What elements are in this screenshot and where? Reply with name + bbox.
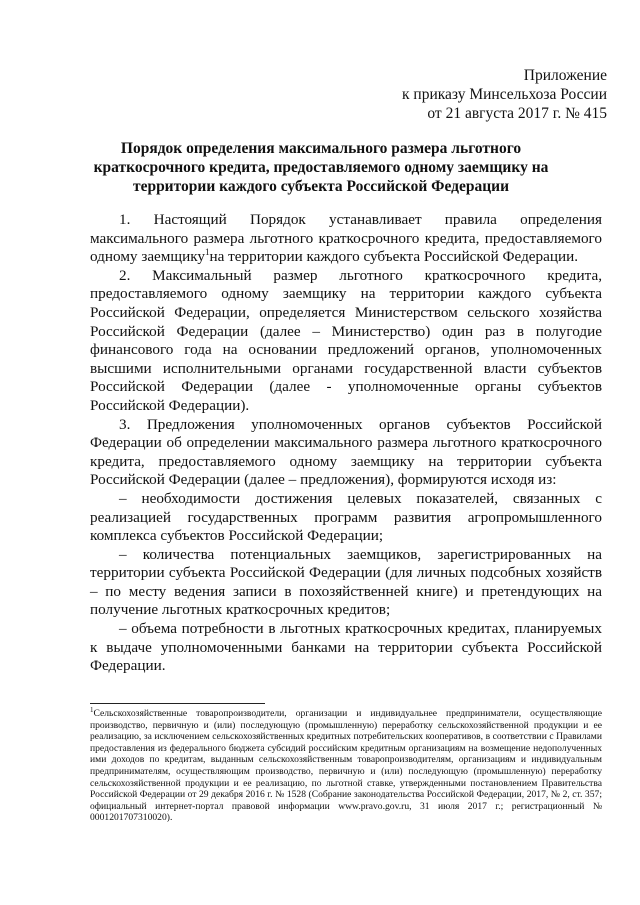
footnote-reference: 1: [205, 247, 210, 258]
paragraph-1: [90, 211, 602, 267]
paragraph-3: 3. Предложения уполномоченных органов субъектов Российской Федерации об определении максимального размера льготного краткосрочного кредита, предоставляемого одному заемщику на территории субъекта Российской Федерации (далее – предложения), формируются исходя из:: [90, 415, 602, 489]
order-date-number: от 21 августа 2017 г. № 415: [427, 105, 607, 122]
list-item-targets: – необходимости достижения целевых показателей, связанных с реализацией государственных программ развития агропромышленного комплекса субъектов Российской Федерации;: [90, 489, 602, 545]
footnote-mark: 1: [90, 706, 94, 714]
document-title: Порядок определения максимального размера льготного краткосрочного кредита, предоставляемого одному заемщику на территории каждого субъекта Российской Федерации: [93, 140, 549, 195]
footnote: [90, 708, 602, 824]
appendix-header: [402, 66, 607, 123]
paragraph-1-text: 1. Настоящий Порядок устанавливает правила определения максимального размера льготного краткосрочного кредита, предоставляемого одному заемщику: [90, 211, 602, 266]
order-reference: к приказу Минсельхоза России: [402, 86, 607, 103]
appendix-label: Приложение: [523, 67, 607, 84]
paragraph-2: 2. Максимальный размер льготного краткосрочного кредита, предоставляемого одному заемщику на территории каждого субъекта Российской Федерации, определяется Министерством сельского хозяйства Российской Федерации (далее – Министерство) один раз в полугодие финансового года на основании предложений органов, уполномоченных высшими исполнительными органами государственной власти субъектов Российской Федерации (далее - уполномоченные органы субъектов Российской Федерации).: [90, 266, 602, 414]
document-body: [90, 211, 602, 676]
list-item-credit-volume: – объема потребности в льготных краткосрочных кредитах, планируемых к выдаче уполномоченными банками на территории субъекта Российской Федерации.: [90, 620, 602, 675]
footnote-separator: [90, 703, 265, 704]
footnote-text: Сельскохозяйственные товаропроизводители, организации и индивидуальнее предприниматели, осуществляющие производство, первичную и (или) последующую (промышленную) переработку сельскохозяйственной продукции и ее реализацию, за исключением сельскохозяйственных кредитных потребительских кооперативов, в соответствии с Правилами предоставления из федерального бюджета субсидий российским кредитным организациям на возмещение недополученных ими доходов по кредитам, выданным сельскохозяйственным товаропроизводителям, организациям и индивидуальным предпринимателям, осуществляющим производство, первичную и (или) последующую (промышленную) переработку сельскохозяйственной продукции и ее реализацию, по льготной ставке, утвержденными постановлением Правительства Российской Федерации от 29 декабря 2016 г. № 1528 (Собрание законодательства Российской Федерации, 2017, № 2, ст. 357; официальный интернет-портал правовой информации www.pravo.gov.ru, 31 июля 2017 г.; регистрационный № 0001201707310020).: [90, 708, 602, 824]
list-item-borrowers: – количества потенциальных заемщиков, зарегистрированных на территории субъекта Российской Федерации (для личных подсобных хозяйств – по месту ведения записи в похозяйственней книге) и претендующих на получение льготных краткосрочных кредитов;: [90, 545, 602, 619]
paragraph-1-continuation: на территории каждого субъекта Российской Федерации.: [209, 248, 579, 266]
